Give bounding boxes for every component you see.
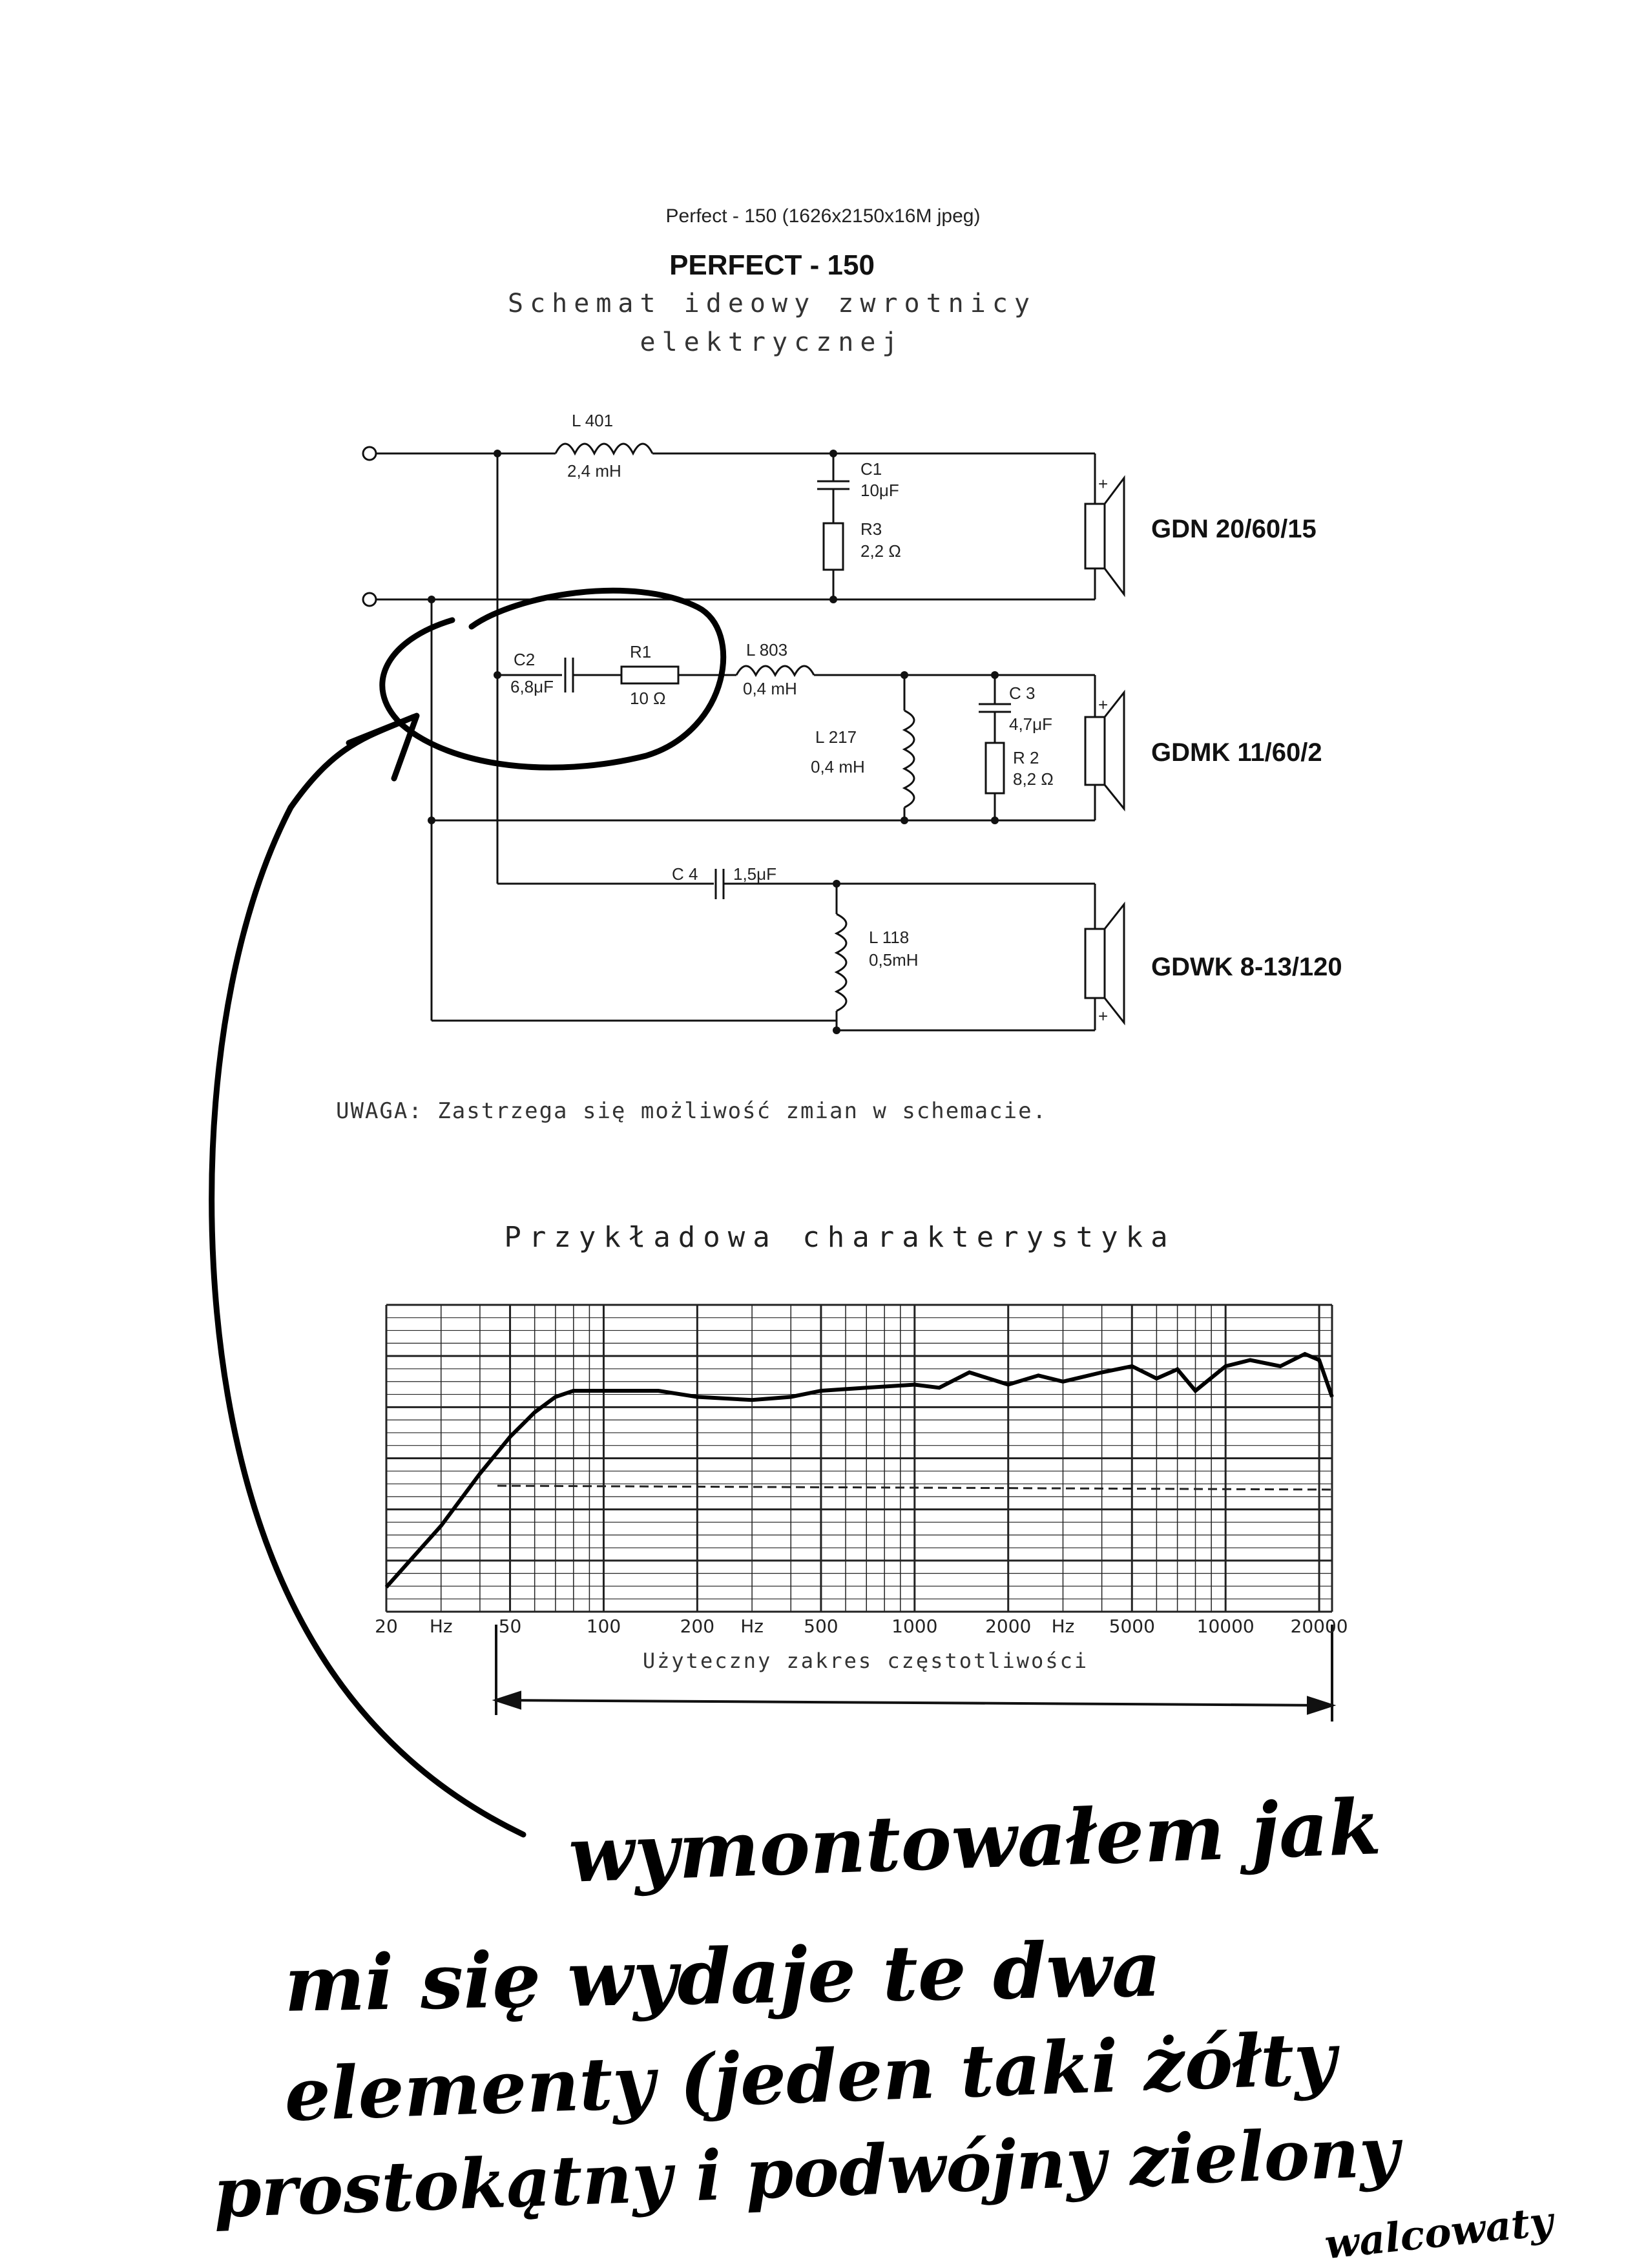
document-title: PERFECT - 150: [669, 249, 875, 281]
svg-text:+: +: [1098, 695, 1109, 714]
x-tick-label: 50: [498, 1616, 522, 1637]
speaker-3-label: GDWK 8-13/120: [1151, 953, 1342, 981]
label-r2: R 2: [1013, 748, 1039, 767]
label-r1: R1: [630, 642, 652, 661]
subtitle-line-2: elektrycznej: [640, 328, 904, 357]
x-tick-label: 20000: [1290, 1616, 1348, 1637]
handwriting-line-3: elementy (jeden taki żółty: [283, 2016, 1338, 2138]
x-tick-label: 100: [586, 1616, 621, 1637]
x-tick-label: 20: [375, 1616, 398, 1637]
svg-text:+: +: [1098, 474, 1109, 494]
x-tick-label: Hz: [1051, 1616, 1075, 1637]
value-r2: 8,2 Ω: [1013, 769, 1054, 789]
speaker-2-label: GDMK 11/60/2: [1151, 738, 1322, 767]
label-l803: L 803: [746, 640, 788, 660]
x-tick-label: Hz: [429, 1616, 453, 1637]
handwriting-line-2: mi się wydaje te dwa: [283, 1924, 1162, 2029]
label-c4: C 4: [672, 864, 698, 884]
speaker-1-label: GDN 20/60/15: [1151, 515, 1317, 543]
label-l217: L 217: [815, 727, 857, 747]
label-r3: R3: [860, 519, 882, 539]
x-tick-label: 1000: [891, 1616, 938, 1637]
handwriting-line-5: walcowaty: [1322, 2197, 1556, 2268]
chart-title: Przykładowa charakterystyka: [504, 1221, 1176, 1254]
handwriting-line-4: prostokątny i podwójny zielony: [212, 2110, 1401, 2234]
x-tick-label: Hz: [740, 1616, 764, 1637]
label-l401: L 401: [572, 411, 614, 430]
schematic-note: UWAGA: Zastrzega się możliwość zmian w schemacie.: [336, 1098, 1048, 1124]
value-c1: 10μF: [860, 481, 899, 500]
value-l217: 0,4 mH: [811, 757, 865, 776]
svg-text:+: +: [1098, 1006, 1109, 1026]
value-r3: 2,2 Ω: [860, 541, 901, 561]
value-r1: 10 Ω: [630, 689, 666, 708]
value-c2: 6,8μF: [510, 677, 554, 696]
x-tick-label: 5000: [1109, 1616, 1155, 1637]
subtitle-line-1: Schemat ideowy zwrotnicy: [508, 289, 1036, 318]
image-caption: Perfect - 150 (1626x2150x16M jpeg): [665, 205, 981, 227]
label-c1: C1: [860, 459, 882, 479]
value-l401: 2,4 mH: [567, 461, 621, 481]
x-tick-label: 2000: [985, 1616, 1032, 1637]
label-c2: C2: [514, 650, 536, 669]
label-l118: L 118: [869, 928, 910, 947]
value-c3: 4,7μF: [1009, 714, 1053, 734]
x-tick-label: 500: [804, 1616, 839, 1637]
x-tick-label: 200: [680, 1616, 715, 1637]
value-l118: 0,5mH: [869, 950, 919, 970]
value-l803: 0,4 mH: [743, 679, 797, 698]
label-c3: C 3: [1009, 683, 1036, 703]
x-tick-label: 10000: [1196, 1616, 1255, 1637]
handwriting-line-1: wymontowałem jak: [567, 1782, 1383, 1900]
usable-range-label: Użyteczny zakres częstotliwości: [642, 1649, 1089, 1673]
value-c4: 1,5μF: [733, 864, 777, 884]
